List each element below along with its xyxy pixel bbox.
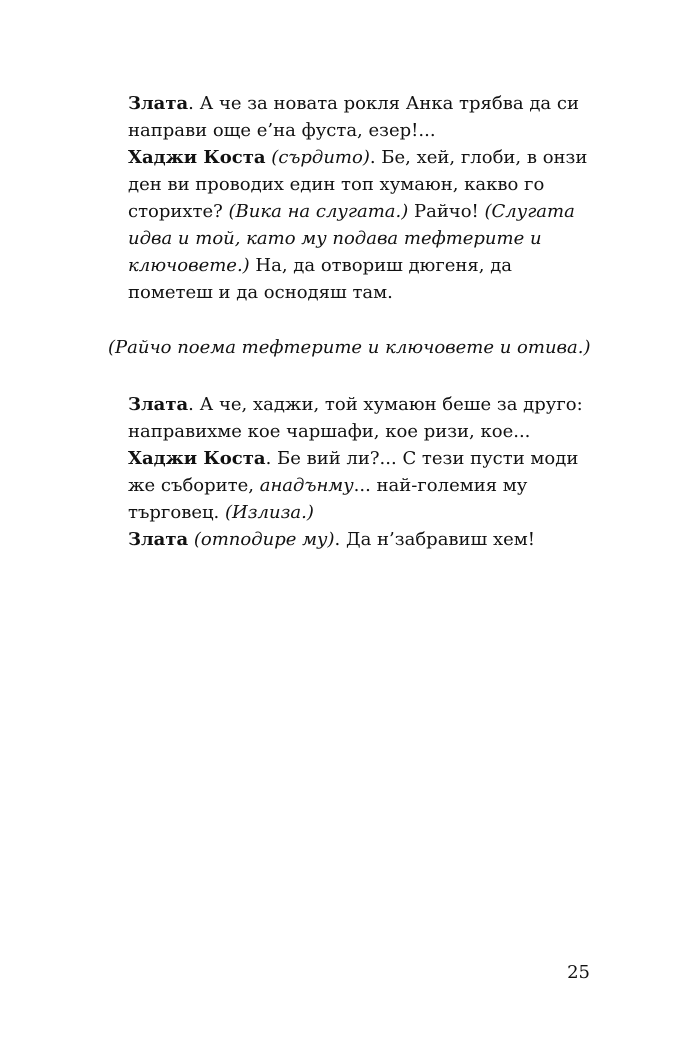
speech-hadzhi-kosta-2 [108,445,598,526]
speech-text: . Бе вий ли?... С тези пусти моди же съборите, [128,448,579,496]
speech-zlata-2 [108,391,598,445]
speaker-name: Злата [128,93,189,114]
speech-text: На, да отвориш дюгеня, да пометеш и да оснодяш там. [128,255,513,303]
page-number: 25 [567,962,590,983]
speech-text: . Да н’забравиш хем! [334,529,536,550]
stage-direction: (сърдито) [265,147,370,168]
speech-zlata-1 [108,90,598,144]
speaker-name: Злата [128,529,189,550]
stage-direction: (Слугата идва и той, като му подава тефтерите и ключовете.) [128,201,575,276]
speech-text: . А че, хаджи, той хумаюн беше за друго: направихме кое чаршафи, кое ризи, кое... [128,394,583,442]
stage-direction: (отподире му) [188,529,335,550]
speech-hadzhi-kosta-1 [108,144,598,306]
stage-direction-block: (Райчо поема тефтерите и ключовете и отива.) [108,337,591,358]
speaker-name: Хаджи Коста [128,147,266,168]
stage-direction: (Вика на слугата.) [228,201,409,222]
speech-text: . Бе, хей, глоби, в онзи ден ви проводих един топ хумаюн, какво го сторихте? [128,147,588,222]
speech-zlata-3 [108,526,598,553]
speech-text: ... най-големия му търговец. [128,475,528,523]
stage-direction: анадънму [259,475,354,496]
speaker-name: Хаджи Коста [128,448,266,469]
speech-text: Райчо! [408,201,485,222]
page-text [108,90,598,553]
speaker-name: Злата [128,394,189,415]
stage-direction: (Излиза.) [225,502,314,523]
speech-text: . А че за новата рокля Анка трябва да си направи още е’на фуста, езер!... [128,93,579,141]
